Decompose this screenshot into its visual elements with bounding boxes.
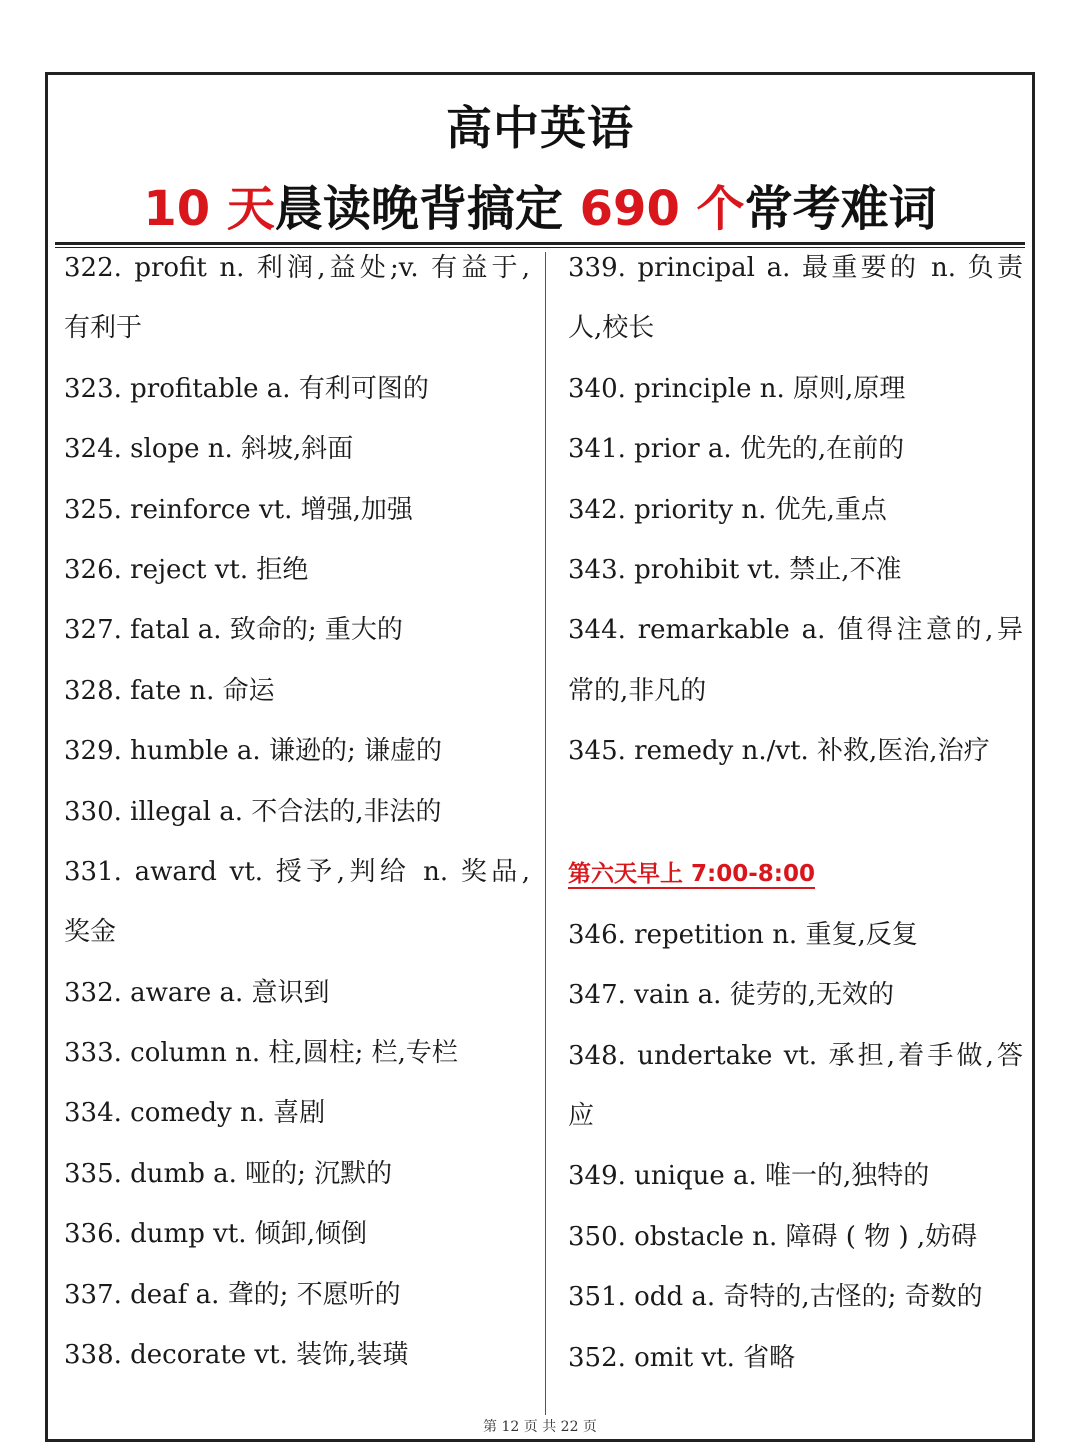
- vocab-line: 341. prior a. 优先的,在前的: [568, 434, 905, 465]
- vocab-line: 奖金: [64, 917, 117, 948]
- vocab-line: 352. omit vt. 省略: [568, 1342, 796, 1373]
- vocab-line: 342. priority n. 优先,重点: [568, 494, 887, 525]
- right-column: [568, 238, 1023, 1388]
- page-footer: 第 12 页 共 22 页: [483, 1419, 597, 1435]
- vocab-line: 有利于: [64, 313, 143, 344]
- vocab-line: 340. principle n. 原则,原理: [568, 373, 906, 404]
- section-heading: [568, 842, 1023, 905]
- subtitle-words: 常考难词: [744, 181, 937, 237]
- vocab-line: 327. fatal a. 致命的; 重大的: [64, 615, 403, 646]
- vocab-line: 345. remedy n./vt. 补救,医治,治疗: [568, 736, 990, 767]
- subtitle-days: 10 天: [143, 181, 275, 237]
- vocab-line: 329. humble a. 谦逊的; 谦虚的: [64, 736, 442, 767]
- vocab-line: 335. dumb a. 哑的; 沉默的: [64, 1158, 393, 1189]
- vocab-line: 346. repetition n. 重复,反复: [568, 919, 918, 950]
- vocab-line: 322. profit n. 利润,益处;v. 有益于,: [64, 253, 530, 283]
- blank-line: [568, 782, 1023, 842]
- vocab-line: 326. reject vt. 拒绝: [64, 554, 309, 585]
- vocab-line: 347. vain a. 徒劳的,无效的: [568, 980, 894, 1011]
- vocab-line: 333. column n. 柱,圆柱; 栏,专栏: [64, 1038, 458, 1069]
- page-title: 高中英语: [446, 101, 634, 155]
- vocab-line: 328. fate n. 命运: [64, 675, 275, 706]
- page-subtitle: [0, 170, 1080, 239]
- vocab-line: 336. dump vt. 倾卸,倾倒: [64, 1219, 368, 1250]
- left-column: [64, 238, 530, 1385]
- vocab-line: 344. remarkable a. 值得注意的,异: [568, 615, 1023, 646]
- vocab-line: 343. prohibit vt. 禁止,不准: [568, 554, 902, 585]
- vocab-line: 323. profitable a. 有利可图的: [64, 373, 429, 404]
- vocab-line: 338. decorate vt. 装饰,装璜: [64, 1340, 409, 1371]
- vocab-line: 334. comedy n. 喜剧: [64, 1098, 326, 1129]
- subtitle-count: 690 个: [579, 181, 745, 237]
- vocab-line: 350. obstacle n. 障碍 ( 物 ) ,妨碍: [568, 1221, 978, 1252]
- subtitle-text: 晨读晚背搞定: [274, 181, 580, 237]
- vocab-line: 349. unique a. 唯一的,独特的: [568, 1161, 930, 1192]
- vocab-line: 339. principal a. 最重要的 n. 负责: [568, 253, 1023, 283]
- vocab-line: 330. illegal a. 不合法的,非法的: [64, 796, 442, 827]
- column-divider: [545, 252, 546, 1415]
- vocab-line: 325. reinforce vt. 增强,加强: [64, 494, 413, 525]
- vocab-line: 人,校长: [568, 313, 655, 344]
- vocab-line: 常的,非凡的: [568, 675, 707, 706]
- vocab-line: 332. aware a. 意识到: [64, 977, 330, 1008]
- section-heading-text: 第六天早上 7:00-8:00: [568, 860, 815, 887]
- vocab-line: 351. odd a. 奇特的,古怪的; 奇数的: [568, 1282, 983, 1313]
- vocab-line: 324. slope n. 斜坡,斜面: [64, 434, 354, 465]
- vocab-line: 331. award vt. 授予,判给 n. 奖品,: [64, 856, 530, 887]
- vocab-line: 337. deaf a. 聋的; 不愿听的: [64, 1279, 401, 1310]
- vocab-line: 348. undertake vt. 承担,着手做,答: [568, 1040, 1023, 1071]
- vocab-line: 应: [568, 1101, 595, 1132]
